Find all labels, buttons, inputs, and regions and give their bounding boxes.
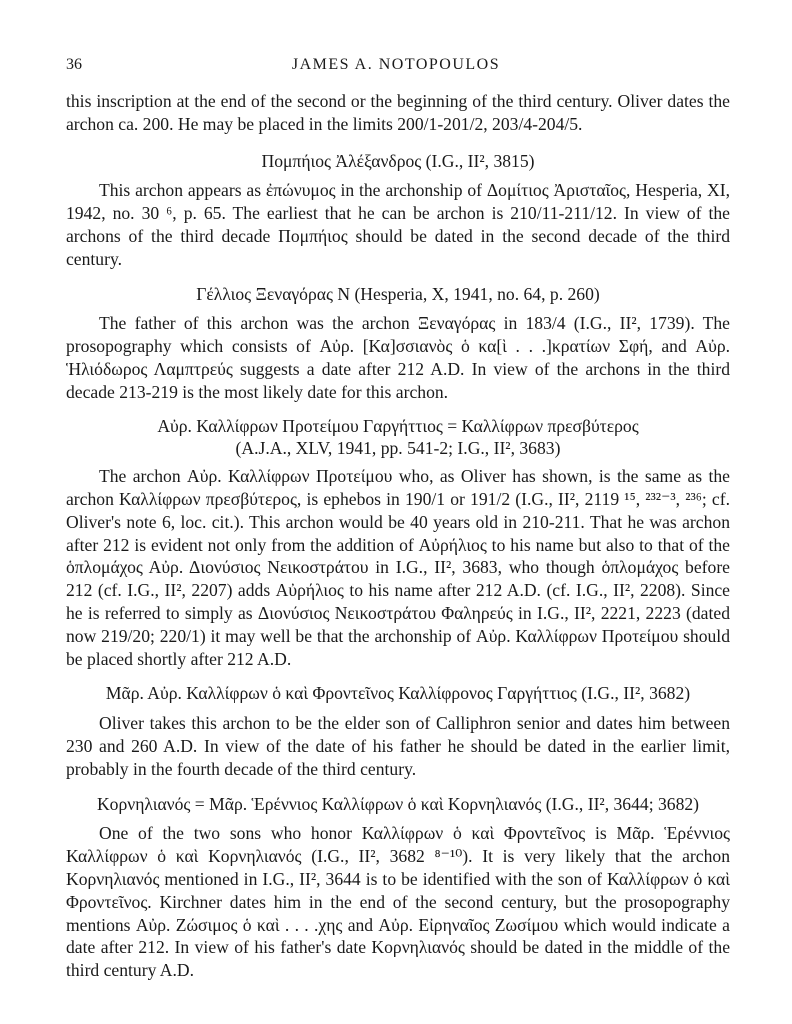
archon-heading-cornelianus: Κορνηλιανός = Μᾶρ. Ἑρέννιος Καλλίφρων ὁ καὶ Κορνηλιανός (I.G., II², 3644; 3682) (96, 793, 700, 814)
running-header (66, 56, 726, 78)
archon-paragraph-pompeius: This archon appears as ἐπώνυμος in the archonship of Δομίτιος Ἀρισταῖος, Hesperia, XI, 1942, no. 30 ⁶, p. 65. The earliest that he can be archon is 210/11-211/12. In view of the archons of the third decade Πομπήιος should be dated in the second decade of the third century. (66, 180, 730, 269)
archon-paragraph-frontinus: Oliver takes this archon to be the elder son of Calliphron senior and dates him between 230 and 260 A.D. In view of the date of his father he should be dated in the earlier limit, probably in the fourth decade of the third century. (66, 713, 730, 779)
page-body (66, 90, 730, 982)
page-number: 36 (66, 56, 82, 73)
archon-heading-frontinus: Μᾶρ. Αὐρ. Καλλίφρων ὁ καὶ Φροντεῖνος Καλλίφρονος Γαργήττιος (I.G., II², 3682) (105, 683, 691, 704)
archon-heading-gellius: Γέλλιος Ξεναγόρας N (Hesperia, X, 1941, no. 64, p. 260) (196, 283, 600, 304)
archon-paragraph-calliphron: The archon Αὐρ. Καλλίφρων Προτείμου who, as Oliver has shown, is the same as the archon Καλλίφρων πρεσβύτερος, is ephebos in 190/1 or 191/2 (I.G., II², 2119 ¹⁵, ²³²⁻³, ²³⁶; cf. Oliver's note 6, loc. cit.). This archon would be 40 years old in 210-211. That he was archon after 212 is evident not only from the addition of Αὐρήλιος to his name but also to that of the ὁπλομάχος Αὐρ. Διονύσιος Νεικοστράτου in I.G., II², 3683, who though ὁπλομάχος before 212 (cf. I.G., II², 2207) adds Αὐρήλιος to his name after 212 A.D. (cf. I.G., II², 2208). Since he is referred to simply as Διονύσιος Νεικοστράτου Φαληρεύς in I.G., II², 2221, 2223 (dated now 219/20; 220/1) it may well be that the archonship of Αὐρ. Καλλίφρων Προτείμου should be placed shortly after 212 A.D. (66, 466, 730, 669)
running-title: JAMES A. NOTOPOULOS (291, 56, 501, 73)
archon-heading-pompeius: Πομπήιος Ἀλέξανδρος (I.G., II², 3815) (261, 150, 535, 171)
archon-heading-calliphron-line2: (A.J.A., XLV, 1941, pp. 541-2; I.G., II², 3683) (235, 438, 561, 459)
intro-paragraph: this inscription at the end of the second or the beginning of the third century. Oliver dates the archon ca. 200. He may be placed in the limits 200/1-201/2, 203/4-204/5. (66, 91, 730, 134)
archon-paragraph-gellius: The father of this archon was the archon Ξεναγόρας in 183/4 (I.G., II², 1739). The prosopography which consists of Αὐρ. [Κα]σσιανὸς ὁ κα[ὶ . . .]κρατίων Σφή, and Αὐρ. Ἡλιόδωρος Λαμπτρεύς suggests a date after 212 A.D. In view of the archons in the third decade 213-219 is the most likely date for this archon. (66, 313, 730, 402)
archon-heading-calliphron-line1: Αὐρ. Καλλίφρων Προτείμου Γαργήττιος = Καλλίφρων πρεσβύτερος (157, 415, 639, 436)
archon-paragraph-cornelianus: One of the two sons who honor Καλλίφρων ὁ καὶ Φροντεῖνος is Μᾶρ. Ἑρέννιος Καλλίφρων ὁ καὶ Κορνηλιανός (I.G., II², 3682 ⁸⁻¹⁰). It is very likely that the archon Κορνηλιανός mentioned in I.G., II², 3644 is to be identified with the son of Καλλίφρων ὁ καὶ Φροντεῖνος. Kirchner dates him in the end of the second century, but the prosopography mentions Αὐρ. Ζώσιμος ὁ καὶ . . . .χης and Αὐρ. Εἰρηναῖος Ζωσίμου which would indicate a date after 212. In view of his father's date Κορνηλιανός should be dated in the middle of the third century A.D. (66, 823, 730, 981)
